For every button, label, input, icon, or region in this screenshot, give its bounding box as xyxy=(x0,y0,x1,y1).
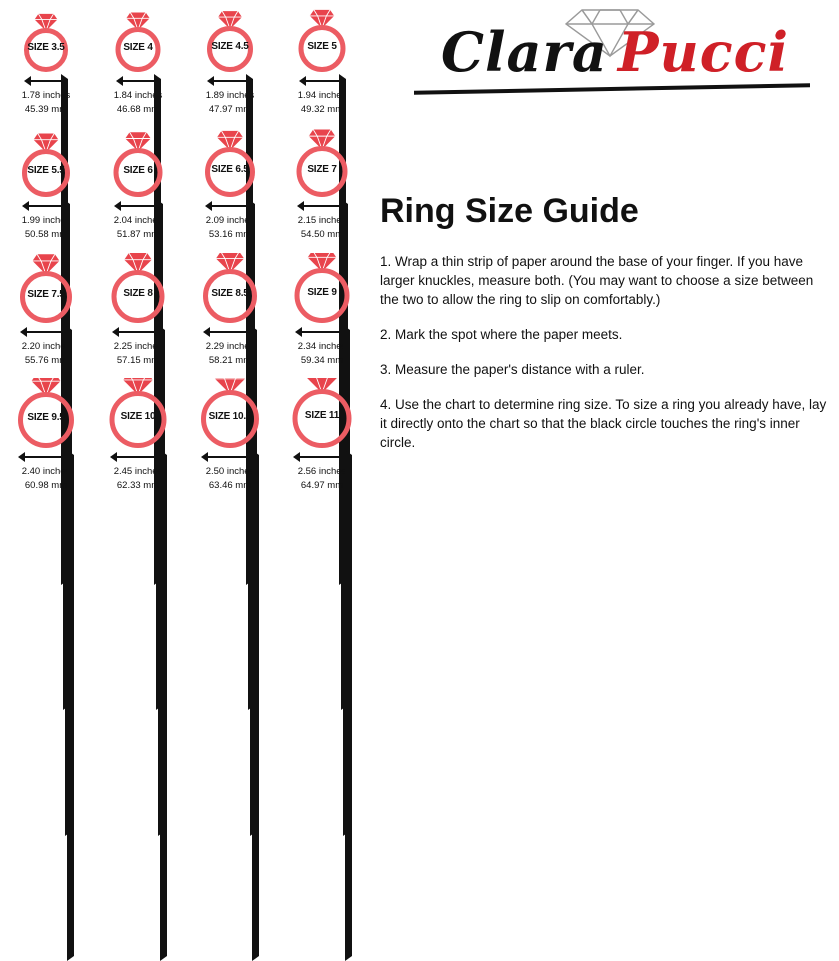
measurement-mm: 59.34 mm xyxy=(300,354,344,366)
ring-size-label: SIZE 11 xyxy=(304,410,340,422)
ring-illustration xyxy=(184,125,276,199)
page-title: Ring Size Guide xyxy=(380,192,639,230)
brand-wordmark xyxy=(400,20,830,84)
instruction-step: 4. Use the chart to determine ring size. To size a ring you already have, lay it directly onto the chart so that the black circle touches the ring's inner circle. xyxy=(380,397,827,450)
instruction-step: 1. Wrap a thin strip of paper around the base of your finger. If you have larger knuckles, measure both. (You may want to choose a size between the two to allow the ring to slip on comfortably.) xyxy=(380,254,814,307)
measurement-inches: 2.56 inches xyxy=(297,465,347,477)
measurement-mm: 58.21 mm xyxy=(208,354,252,366)
measurement-mm: 55.76 mm xyxy=(24,354,68,366)
arrow-line xyxy=(205,456,255,458)
arrow-line xyxy=(22,456,70,458)
arrow-line xyxy=(207,331,253,333)
diameter-arrow xyxy=(276,199,368,213)
ring-size-cell[interactable] xyxy=(276,125,368,250)
chart-row xyxy=(0,251,368,376)
ring-size-label: SIZE 4.5 xyxy=(211,41,249,52)
arrow-line xyxy=(209,205,251,207)
ring-size-label: SIZE 9.5 xyxy=(27,411,65,423)
arrow-head-left xyxy=(116,76,123,86)
measurement-mm: 45.39 mm xyxy=(24,104,68,115)
arrow-line xyxy=(301,205,344,207)
ring-size-cell[interactable] xyxy=(184,125,276,250)
arrow-head-left xyxy=(201,452,208,462)
ring-size-label: SIZE 4 xyxy=(123,41,153,53)
ring-illustration xyxy=(276,0,368,74)
diameter-arrow xyxy=(92,199,184,213)
arrow-head-left xyxy=(110,452,117,462)
measurement-inches: 2.45 inches xyxy=(113,465,163,477)
ring-size-label: SIZE 10.5 xyxy=(208,410,252,422)
ring-size-label: SIZE 7 xyxy=(307,163,337,175)
measurement-mm: 46.68 mm xyxy=(116,104,160,115)
ring-size-cell[interactable] xyxy=(184,376,276,501)
ring-size-cell[interactable] xyxy=(92,376,184,501)
arrow-line xyxy=(26,205,66,207)
ring-illustration xyxy=(184,376,276,450)
instruction-step: 2. Mark the spot where the paper meets. xyxy=(380,327,623,342)
ring-size-cell[interactable] xyxy=(92,251,184,376)
ring-size-label: SIZE 8.5 xyxy=(211,287,249,299)
ring-size-cell[interactable] xyxy=(184,251,276,376)
diameter-arrow xyxy=(0,450,92,464)
ring-illustration xyxy=(92,0,184,74)
measurement-mm: 57.15 mm xyxy=(116,354,160,366)
ring-illustration xyxy=(0,125,92,199)
chart-row xyxy=(0,376,368,501)
measurement-mm: 60.98 mm xyxy=(24,479,68,491)
ring-size-label: SIZE 6 xyxy=(123,164,153,176)
ring-illustration xyxy=(276,125,368,199)
arrow-line xyxy=(303,80,342,82)
ring-size-cell[interactable] xyxy=(92,0,184,125)
arrow-line xyxy=(299,331,346,333)
diameter-arrow xyxy=(184,450,276,464)
arrow-head-left xyxy=(203,327,210,337)
measurement-mm: 50.58 mm xyxy=(24,229,68,241)
measurement-inches: 1.94 inches xyxy=(297,90,347,101)
ring-size-label: SIZE 5 xyxy=(307,40,337,52)
measurement-mm: 51.87 mm xyxy=(116,229,160,241)
measurement-inches: 2.40 inches xyxy=(21,465,71,477)
diameter-arrow xyxy=(184,199,276,213)
measurement-inches: 2.25 inches xyxy=(113,340,163,352)
arrow-line xyxy=(297,456,348,458)
ring-size-label: SIZE 8 xyxy=(123,288,153,299)
measurement-mm: 53.16 mm xyxy=(208,229,252,241)
diameter-arrow xyxy=(276,74,368,88)
diameter-arrow xyxy=(276,450,368,464)
ring-illustration xyxy=(92,125,184,199)
brand-name-first: Clara xyxy=(440,20,608,84)
arrow-head-left xyxy=(20,327,27,337)
measurement-inches: 2.20 inches xyxy=(21,340,71,352)
chart-row xyxy=(0,0,368,125)
ring-illustration xyxy=(184,251,276,325)
measurement-mm: 47.97 mm xyxy=(208,104,252,115)
arrow-line xyxy=(28,80,64,82)
measurement-inches: 2.34 inches xyxy=(297,340,347,352)
diameter-arrow xyxy=(184,74,276,88)
guide-panel xyxy=(372,0,839,501)
arrow-line xyxy=(24,331,68,333)
measurement-mm: 62.33 mm xyxy=(116,479,160,491)
arrow-head-left xyxy=(112,327,119,337)
ring-size-cell[interactable] xyxy=(276,0,368,125)
ring-illustration xyxy=(92,376,184,450)
diameter-arrow xyxy=(0,74,92,88)
ring-size-cell[interactable] xyxy=(0,251,92,376)
ring-size-cell[interactable] xyxy=(0,0,92,125)
measurement-mm: 49.32 mm xyxy=(300,104,344,115)
ring-size-cell[interactable] xyxy=(92,125,184,250)
measurement-inches: 2.15 inches xyxy=(297,215,347,227)
diameter-arrow xyxy=(0,199,92,213)
arrow-head-left xyxy=(24,76,31,86)
arrow-head-left xyxy=(114,201,121,211)
diameter-arrow xyxy=(0,325,92,339)
arrow-head-left xyxy=(297,201,304,211)
ring-illustration xyxy=(92,251,184,325)
ring-size-label: SIZE 10 xyxy=(120,411,156,423)
diameter-arrow xyxy=(184,325,276,339)
instruction-list xyxy=(380,252,830,468)
ring-size-cell[interactable] xyxy=(276,251,368,376)
ring-illustration xyxy=(0,376,92,450)
arrow-head-right xyxy=(345,450,819,961)
ring-illustration xyxy=(0,0,92,74)
arrow-head-left xyxy=(22,201,29,211)
brand-underline xyxy=(414,83,810,95)
arrow-head-left xyxy=(18,452,25,462)
arrow-line xyxy=(114,456,163,458)
measurement-mm: 63.46 mm xyxy=(208,479,252,491)
ring-size-cell[interactable] xyxy=(0,125,92,250)
ring-size-cell[interactable] xyxy=(184,0,276,125)
ring-size-label: SIZE 3.5 xyxy=(27,42,65,53)
measurement-inches: 1.89 inches xyxy=(205,90,255,101)
diameter-arrow xyxy=(276,325,368,339)
diameter-arrow xyxy=(92,450,184,464)
brand-logo xyxy=(392,4,832,104)
measurement-mm: 54.50 mm xyxy=(300,229,344,241)
diameter-arrow xyxy=(92,74,184,88)
arrow-head-left xyxy=(207,76,214,86)
instruction-step: 3. Measure the paper's distance with a ruler. xyxy=(380,362,645,377)
brand-name-second: Pucci xyxy=(617,20,790,84)
measurement-inches: 2.04 inches xyxy=(113,215,163,227)
arrow-line xyxy=(120,80,157,82)
ring-illustration xyxy=(0,251,92,325)
measurement-inches: 2.50 inches xyxy=(205,465,255,477)
measurement-inches: 2.29 inches xyxy=(205,340,255,352)
measurement-inches: 2.09 inches xyxy=(205,215,255,227)
arrow-head-left xyxy=(293,452,300,462)
measurement-mm: 64.97 mm xyxy=(300,479,344,491)
ring-illustration xyxy=(276,251,368,325)
arrow-line xyxy=(118,205,159,207)
arrow-head-left xyxy=(295,327,302,337)
measurement-inches: 1.99 inches xyxy=(21,215,71,227)
ring-illustration xyxy=(276,376,368,450)
measurement-inches: 1.84 inches xyxy=(113,90,163,101)
ring-size-label: SIZE 9 xyxy=(307,287,337,298)
ring-size-chart xyxy=(0,0,368,501)
ring-size-label: SIZE 6.5 xyxy=(211,164,249,176)
arrow-line xyxy=(116,331,161,333)
ring-size-cell[interactable] xyxy=(0,376,92,501)
ring-size-cell[interactable] xyxy=(276,376,368,501)
ring-size-label: SIZE 5.5 xyxy=(27,165,65,177)
arrow-line xyxy=(211,80,249,82)
chart-row xyxy=(0,125,368,250)
diameter-arrow xyxy=(92,325,184,339)
arrow-head-left xyxy=(299,76,306,86)
arrow-head-left xyxy=(205,201,212,211)
ring-illustration xyxy=(184,0,276,74)
ring-size-label: SIZE 7.5 xyxy=(27,288,65,300)
measurement-inches: 1.78 inches xyxy=(21,90,71,101)
